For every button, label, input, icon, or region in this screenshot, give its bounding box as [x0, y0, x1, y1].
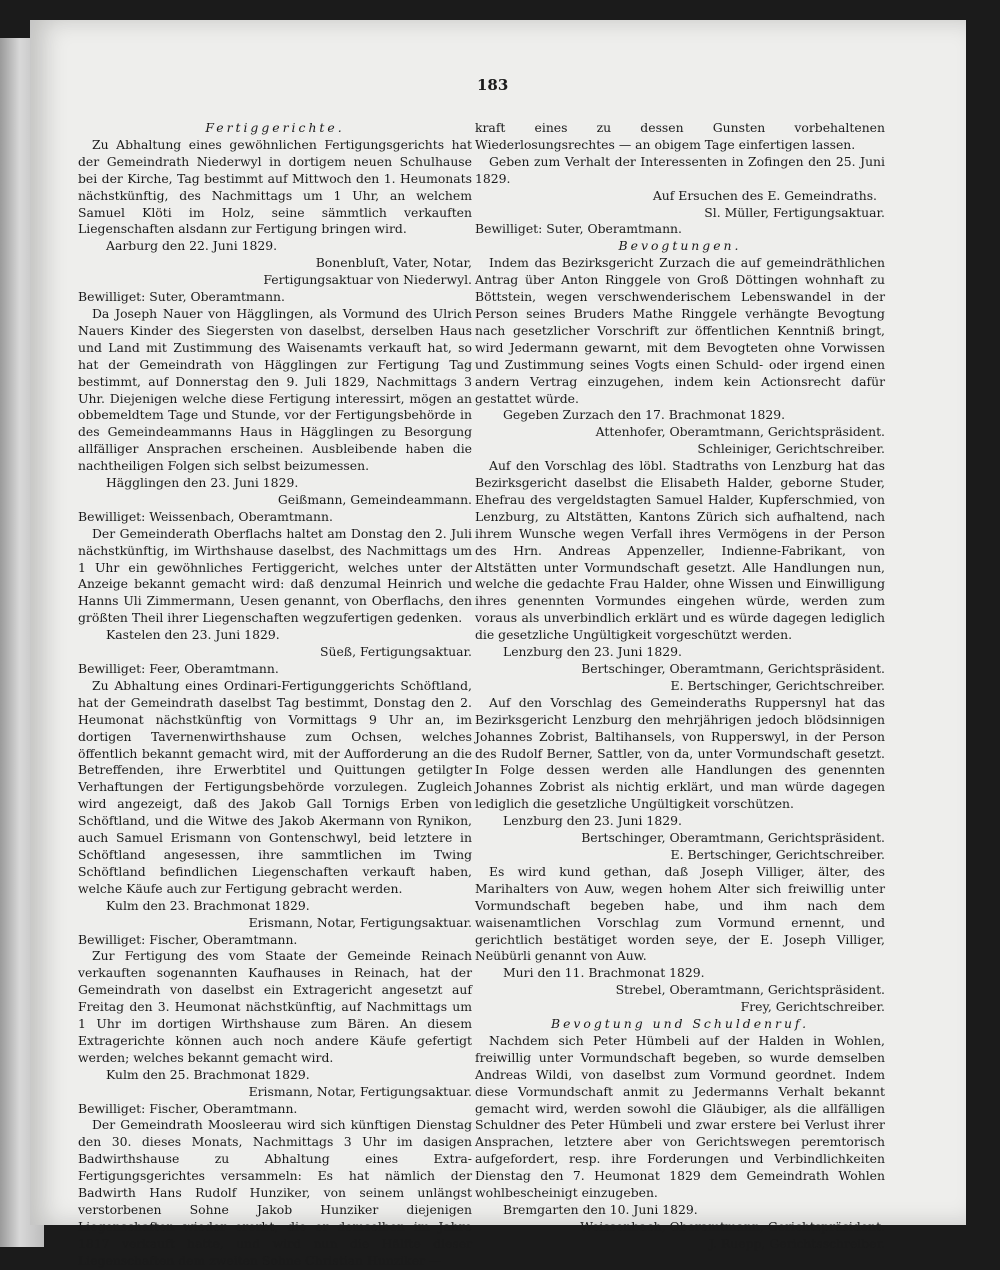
- notice-signature: Bertschinger, Oberamtmann, Gerichtspräsident.: [581, 661, 885, 676]
- right-column: [475, 120, 885, 1253]
- notice-signature: Erismann, Notar, Fertigungsaktuar.: [248, 1083, 472, 1099]
- notice-signature: E. Bertschinger, Gerichtschreiber.: [670, 846, 885, 862]
- notice-date: Hägglingen den 23. Juni 1829.: [106, 475, 299, 491]
- notice-approval: Bewilliget: Suter, Oberamtmann.: [475, 221, 682, 237]
- notice-signature: Geißmann, Gemeindeammann.: [277, 491, 472, 507]
- notice-signature: Strebel, Oberamtmann, Gerichtspräsident.: [615, 982, 885, 998]
- notice-approval: Bewilliget: Suter, Oberamtmann.: [78, 289, 285, 305]
- notice-paragraph: Auf den Vorschlag des löbl. Stadtraths von Lenzburg hat das Bezirksgericht daselbst die Elisabeth Halder, geborne Studer, Ehefrau des vergeldstagten Samuel Halder, Kupferschmied, von Lenzburg, zu Altstätten, Kantons Zürich sich aufhaltend, nach ihrem Wunsche wegen Verfall ihres Vermögens in der Person des Hrn. Andreas Appenzeller, Indienne-Fabrikant, von Altstätten unter Vormundschaft gesetzt. Alle Handlungen nun, welche die gedachte Frau Halder, ohne Wissen und Einwilligung ihres genennten Vormundes eingehen würde, werden zum voraus als unverbindlich erklärt und es würde dagegen lediglich die gesetzliche Ungültigkeit vorgeschützt werden.: [475, 458, 885, 643]
- notice-paragraph: Da Joseph Nauer von Hägglingen, als Vormund des Ulrich Nauers Kinder des Siegersten von daselbst, derselben Haus und Land mit Zustimmung des Waisenamts verkauft hat, so hat der Gemeindrath von Hägglingen zur Fertigung Tag bestimmt, auf Donnerstag den 9. Juli 1829, Nachmittags 3 Uhr. Diejenigen welche diese Fertigung interessirt, mögen an obbemeldtem Tage und Stunde, vor der Fertigungsbehörde in des Gemeindeammanns Haus in Hägglingen zu Besorgung allfälliger Ansprachen erscheinen. Ausbleibende haben die nachtheiligen Folgen sich selbst beizumessen.: [78, 305, 472, 474]
- notice-date: Kulm den 25. Brachmonat 1829.: [106, 1066, 310, 1082]
- notice-paragraph: Der Gemeindrath Moosleerau wird sich künftigen Dienstag den 30. dieses Monats, Nachmittags 3 Uhr im dasigen Badwirthshause zu Abhaltung eines Extra-Fertigungsgerichtes versammeln: Es hat nämlich der Badwirth Hans Rudolf Hunziker, von seinem unlängst verstorbenen Sohne Jakob Hunziker diejenigen Liegenschaften wieder ererbt, die er demselben im Jahre 1817 verkauft hatte, und wird nun die Hälfte dieser Liegenschaften dem zweiten Sohne Christian Hunziker —: [78, 1117, 472, 1268]
- notice-paragraph: Es wird kund gethan, daß Joseph Villiger, älter, des Marihalters von Auw, wegen hohem Alter sich freiwillig unter Vormundschaft begeben habe, und ihm nach dem waisenamtlichen Vorschlag zum Vormund ernennt, und gerichtlich bestätiget worden seye, der E. Joseph Villiger, Neübürli genannt von Auw.: [475, 863, 885, 964]
- notice-approval: Bewilliget: Feer, Oberamtmann.: [78, 661, 279, 676]
- notice-signature: Frey, Gerichtschreiber.: [740, 999, 885, 1015]
- notice-approval: Bewilliget: Fischer, Oberamtmann.: [78, 1100, 298, 1116]
- notice-signature: Sl. Müller, Fertigungsaktuar.: [704, 204, 885, 220]
- newspaper-page: [30, 20, 966, 1268]
- notice-date: Lenzburg den 23. Juni 1829.: [503, 644, 682, 660]
- notice-signature: Weissenbach, Oberamtmann, Gerichtspräsident.: [580, 1218, 885, 1234]
- notice-date: Kulm den 23. Brachmonat 1829.: [106, 897, 310, 913]
- notice-signature: Attenhofer, Oberamtmann, Gerichtspräsident.: [595, 424, 885, 440]
- left-column: [78, 120, 472, 1270]
- notice-signature: Erismann, Notar, Fertigungsaktuar.: [248, 914, 472, 930]
- section-heading: Bevogtung und Schuldenruf.: [550, 1016, 810, 1032]
- notice-approval: Bewilliget: Weissenbach, Oberamtmann.: [78, 508, 333, 524]
- section-heading: Bevogtungen.: [618, 238, 742, 254]
- notice-signature: Auf Ersuchen des E. Gemeindraths.: [652, 187, 877, 203]
- notice-date: Muri den 11. Brachmonat 1829.: [503, 965, 705, 981]
- notice-paragraph: Nachdem sich Peter Hümbeli auf der Halden in Wohlen, freiwillig unter Vormundschaft begeben, so wurde demselben Andreas Wildi, von daselbst zum Vormund geordnet. Indem diese Vormundschaft anmit zu Jedermanns Verhalt bekannt gemacht wird, werden sowohl die Gläubiger, als die allfälligen Schuldner des Peter Hümbeli und zwar erstere bei Verlust ihrer Ansprachen, letztere aber von Gerichtswegen peremtorisch aufgefordert, resp. ihre Forderungen und Verbindlichkeiten Dienstag den 7. Heumonat 1829 dem Gemeindrath Wohlen wohlbescheinigt einzugeben.: [475, 1032, 885, 1201]
- notice-date: Lenzburg den 23. Juni 1829.: [503, 813, 682, 829]
- notice-paragraph-continued: kraft eines zu dessen Gunsten vorbehaltenen Wiederlosungsrechtes — an obigem Tage einfertigen lassen.: [475, 120, 885, 152]
- notice-date: Kastelen den 23. Juni 1829.: [106, 627, 280, 643]
- notice-paragraph: Zur Fertigung des vom Staate der Gemeinde Reinach verkauften sogenannten Kaufhauses in Reinach, hat der Gemeindrath von daselbst ein Extragericht angesetzt auf Freitag den 3. Heumonat nächstkünftig, auf Nachmittags um 1 Uhr im dortigen Wirthshause zum Bären. An diesem Extragerichte können auch noch andere Käufe gefertigt werden; welches bekannt gemacht wird.: [78, 948, 472, 1065]
- notice-signature: Schleiniger, Gerichtschreiber.: [697, 441, 885, 457]
- notice-date: Bremgarten den 10. Juni 1829.: [503, 1202, 698, 1217]
- notice-date: Gegeben Zurzach den 17. Brachmonat 1829.: [503, 407, 786, 423]
- page-number: 183: [477, 76, 509, 94]
- notice-paragraph: Auf den Vorschlag des Gemeinderaths Ruppersnyl hat das Bezirksgericht Lenzburg den mehrjährigen jedoch blödsinnigen Johannes Zobrist, Baltihansels, von Rupperswyl, in der Person des Rudolf Berner, Sattler, von da, unter Vormundschaft gesetzt. In Folge dessen werden alle Handlungen des genennten Johannes Zobrist als nichtig erklärt, und man würde dagegen lediglich die gesetzliche Ungültigkeit vorschützen.: [475, 694, 885, 812]
- notice-paragraph: Geben zum Verhalt der Interessenten in Zofingen den 25. Juni 1829.: [475, 153, 885, 186]
- notice-signature: Bertschinger, Oberamtmann, Gerichtspräsident.: [581, 830, 885, 846]
- notice-signature: E. Bertschinger, Gerichtschreiber.: [670, 677, 885, 693]
- notice-signature: Süeß, Fertigungsaktuar.: [320, 644, 472, 660]
- notice-signature: Bonenbluſt, Vater, Notar,: [315, 255, 472, 271]
- notice-paragraph: Indem das Bezirksgericht Zurzach die auf gemeindräthlichen Antrag über Anton Ringgele von Groß Döttingen wohnhaft zu Böttstein, wegen verschwenderischem Lebenswandel in der Person seines Bruders Mathe Ringgele verhängte Bevogtung nach gesetzlicher Vorschrift zur öffentlichen Kenntniß bringt, wird Jedermann gewarnt, mit dem Bevogteten ohne Vorwissen und Zustimmung seines Vogts einen Schuld- oder irgend einen andern Vertrag einzugehen, indem kein Actionsrecht dafür gestattet würde.: [475, 255, 885, 406]
- notice-signature: J. Ruepp, Gerichtsschreiber.: [709, 1235, 885, 1251]
- notice-paragraph: Zu Abhaltung eines gewöhnlichen Fertigungsgerichts hat der Gemeindrath Niederwyl in dortigem neuen Schulhause bei der Kirche, Tag bestimmt auf Mittwoch den 1. Heumonats nächstkünftig, des Nachmittags um 1 Uhr, an welchem Samuel Klöti im Holz, seine sämmtlich verkauften Liegenschaften alsdann zur Fertigung bringen wird.: [78, 136, 472, 237]
- notice-date: Aarburg den 22. Juni 1829.: [106, 238, 278, 254]
- notice-paragraph: Der Gemeinderath Oberflachs haltet am Donstag den 2. Juli nächstkünftig, im Wirthshause daselbst, des Nachmittags um 1 Uhr ein gewöhnliches Fertiggericht, welches unter der Anzeige bekannt gemacht wird: daß denzumal Heinrich und Hanns Uli Zimmermann, Uesen genannt, von Oberflachs, den größten Theil ihrer Liegenschaften wegzufertigen gedenken.: [78, 525, 472, 626]
- notice-approval: Bewilliget: Fischer, Oberamtmann.: [78, 931, 298, 947]
- section-heading: Fertiggerichte.: [205, 120, 345, 135]
- notice-signature: Fertigungsaktuar von Niederwyl.: [263, 272, 472, 288]
- notice-paragraph: Zu Abhaltung eines Ordinari-Fertigunggerichts Schöftland, hat der Gemeindrath daselbst Tag bestimmt, Donstag den 2. Heumonat nächstkünftig von Vormittags 9 Uhr an, im dortigen Tavernenwirthshause zum Ochsen, welches öffentlich bekannt gemacht wird, mit der Aufforderung an die Betreffenden, ihre Erwerbtitel und Quittungen getilgter Verhaftungen der Fertigungsbehörde vorzulegen. Zugleich wird angezeigt, daß des Jakob Gall Tornigs Erben von Schöftland, und die Witwe des Jakob Akermann von Rynikon, auch Samuel Erismann von Gontenschwyl, beid letztere in Schöftland angesessen, ihre sammtlichen im Twing Schöftland befindlichen Liegenschaften verkauft haben, welche Käufe auch zur Fertigung gebracht werden.: [78, 677, 472, 896]
